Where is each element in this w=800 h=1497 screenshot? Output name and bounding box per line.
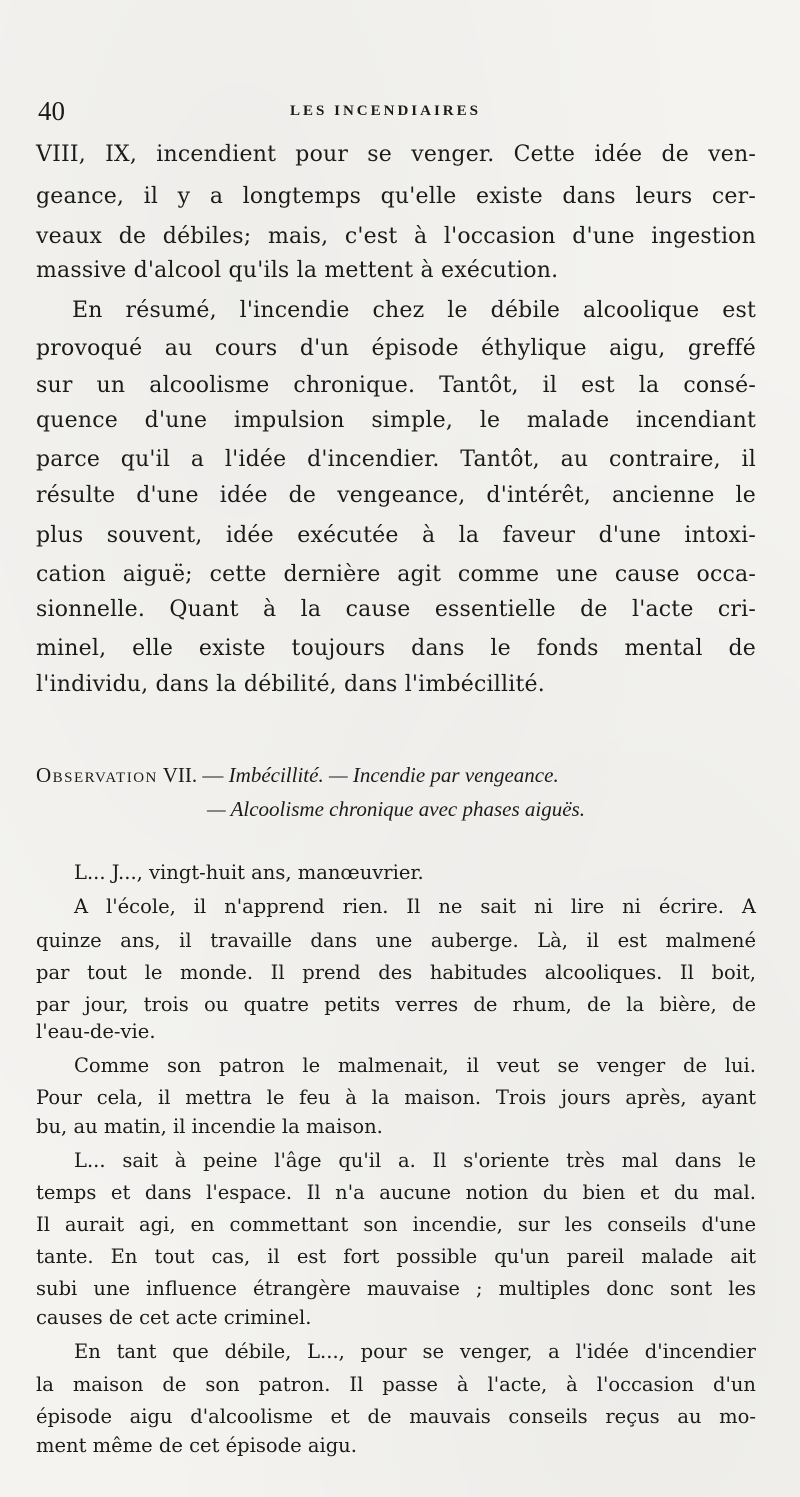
text-line: quinze ans, il travaille dans une auberge. Là, il est malmené [36, 929, 756, 952]
text-line: bu, au matin, il incendie la maison. [36, 1115, 383, 1138]
text-line: la maison de son patron. Il passe à l'acte, à l'occasion d'un [36, 1373, 756, 1396]
text-line: parce qu'il a l'idée d'incendier. Tantôt, au contraire, il [36, 447, 756, 472]
text-line: L... J..., vingt-huit ans, manœuvrier. [74, 861, 424, 884]
text-line: sur un alcoolisme chronique. Tantôt, il est la consé- [36, 373, 756, 398]
text-line: veaux de débiles; mais, c'est à l'occasion d'une ingestion [36, 224, 756, 249]
text-line: ment même de cet épisode aigu. [36, 1434, 357, 1457]
observation-heading [36, 761, 756, 789]
text-line: L... sait à peine l'âge qu'il a. Il s'oriente très mal dans le [74, 1149, 756, 1172]
text-line: épisode aigu d'alcoolisme et de mauvais conseils reçus au mo- [36, 1405, 756, 1428]
text-line: l'individu, dans la débilité, dans l'imbécillité. [36, 672, 545, 697]
text-line: geance, il y a longtemps qu'elle existe dans leurs cer- [36, 184, 756, 209]
observation-label: Observation [36, 763, 158, 787]
observation-title: Imbécillité. — Incendie par vengeance. [228, 763, 559, 787]
text-line: En tant que débile, L..., pour se venger, a l'idée d'incendier [74, 1340, 756, 1363]
running-head: LES INCENDIAIRES [290, 103, 481, 119]
text-line: Il aurait agi, en commettant son incendie, sur les conseils d'une [36, 1213, 756, 1236]
text-line: résulte d'une idée de vengeance, d'intérêt, ancienne le [36, 483, 756, 508]
text-line: par jour, trois ou quatre petits verres de rhum, de la bière, de [36, 993, 756, 1016]
text-line: Comme son patron le malmenait, il veut se venger de lui. [74, 1054, 756, 1077]
page-header [38, 94, 768, 128]
text-line: sionnelle. Quant à la cause essentielle de l'acte cri- [36, 597, 756, 622]
text-line: temps et dans l'espace. Il n'a aucune notion du bien et du mal. [36, 1181, 756, 1204]
text-line: subi une influence étrangère mauvaise ; multiples donc sont les [36, 1277, 756, 1300]
text-line: massive d'alcool qu'ils la mettent à exécution. [36, 258, 559, 283]
text-line: A l'école, il n'apprend rien. Il ne sait ni lire ni écrire. A [74, 895, 756, 918]
text-line: minel, elle existe toujours dans le fonds mental de [36, 636, 756, 661]
observation-subtitle: — Alcoolisme chronique avec phases aiguës. [207, 797, 585, 821]
text-line: Pour cela, il mettra le feu à la maison. Trois jours après, ayant [36, 1086, 756, 1109]
text-line: quence d'une impulsion simple, le malade incendiant [36, 408, 756, 433]
text-line: cation aiguë; cette dernière agit comme une cause occa- [36, 562, 756, 587]
text-line: causes de cet acte criminel. [36, 1306, 312, 1329]
text-line: VIII, IX, incendient pour se venger. Cette idée de ven- [36, 142, 756, 167]
text-line: En résumé, l'incendie chez le débile alcoolique est [72, 298, 756, 323]
text-line: l'eau-de-vie. [36, 1020, 156, 1043]
text-line: plus souvent, idée exécutée à la faveur d'une intoxi- [36, 523, 756, 548]
text-line: par tout le monde. Il prend des habitudes alcooliques. Il boit, [36, 961, 756, 984]
text-line: provoqué au cours d'un épisode éthylique aigu, greffé [36, 336, 756, 361]
observation-number: VII. — [162, 763, 224, 787]
page-number: 40 [38, 96, 65, 126]
text-line: tante. En tout cas, il est fort possible qu'un pareil malade ait [36, 1245, 756, 1268]
